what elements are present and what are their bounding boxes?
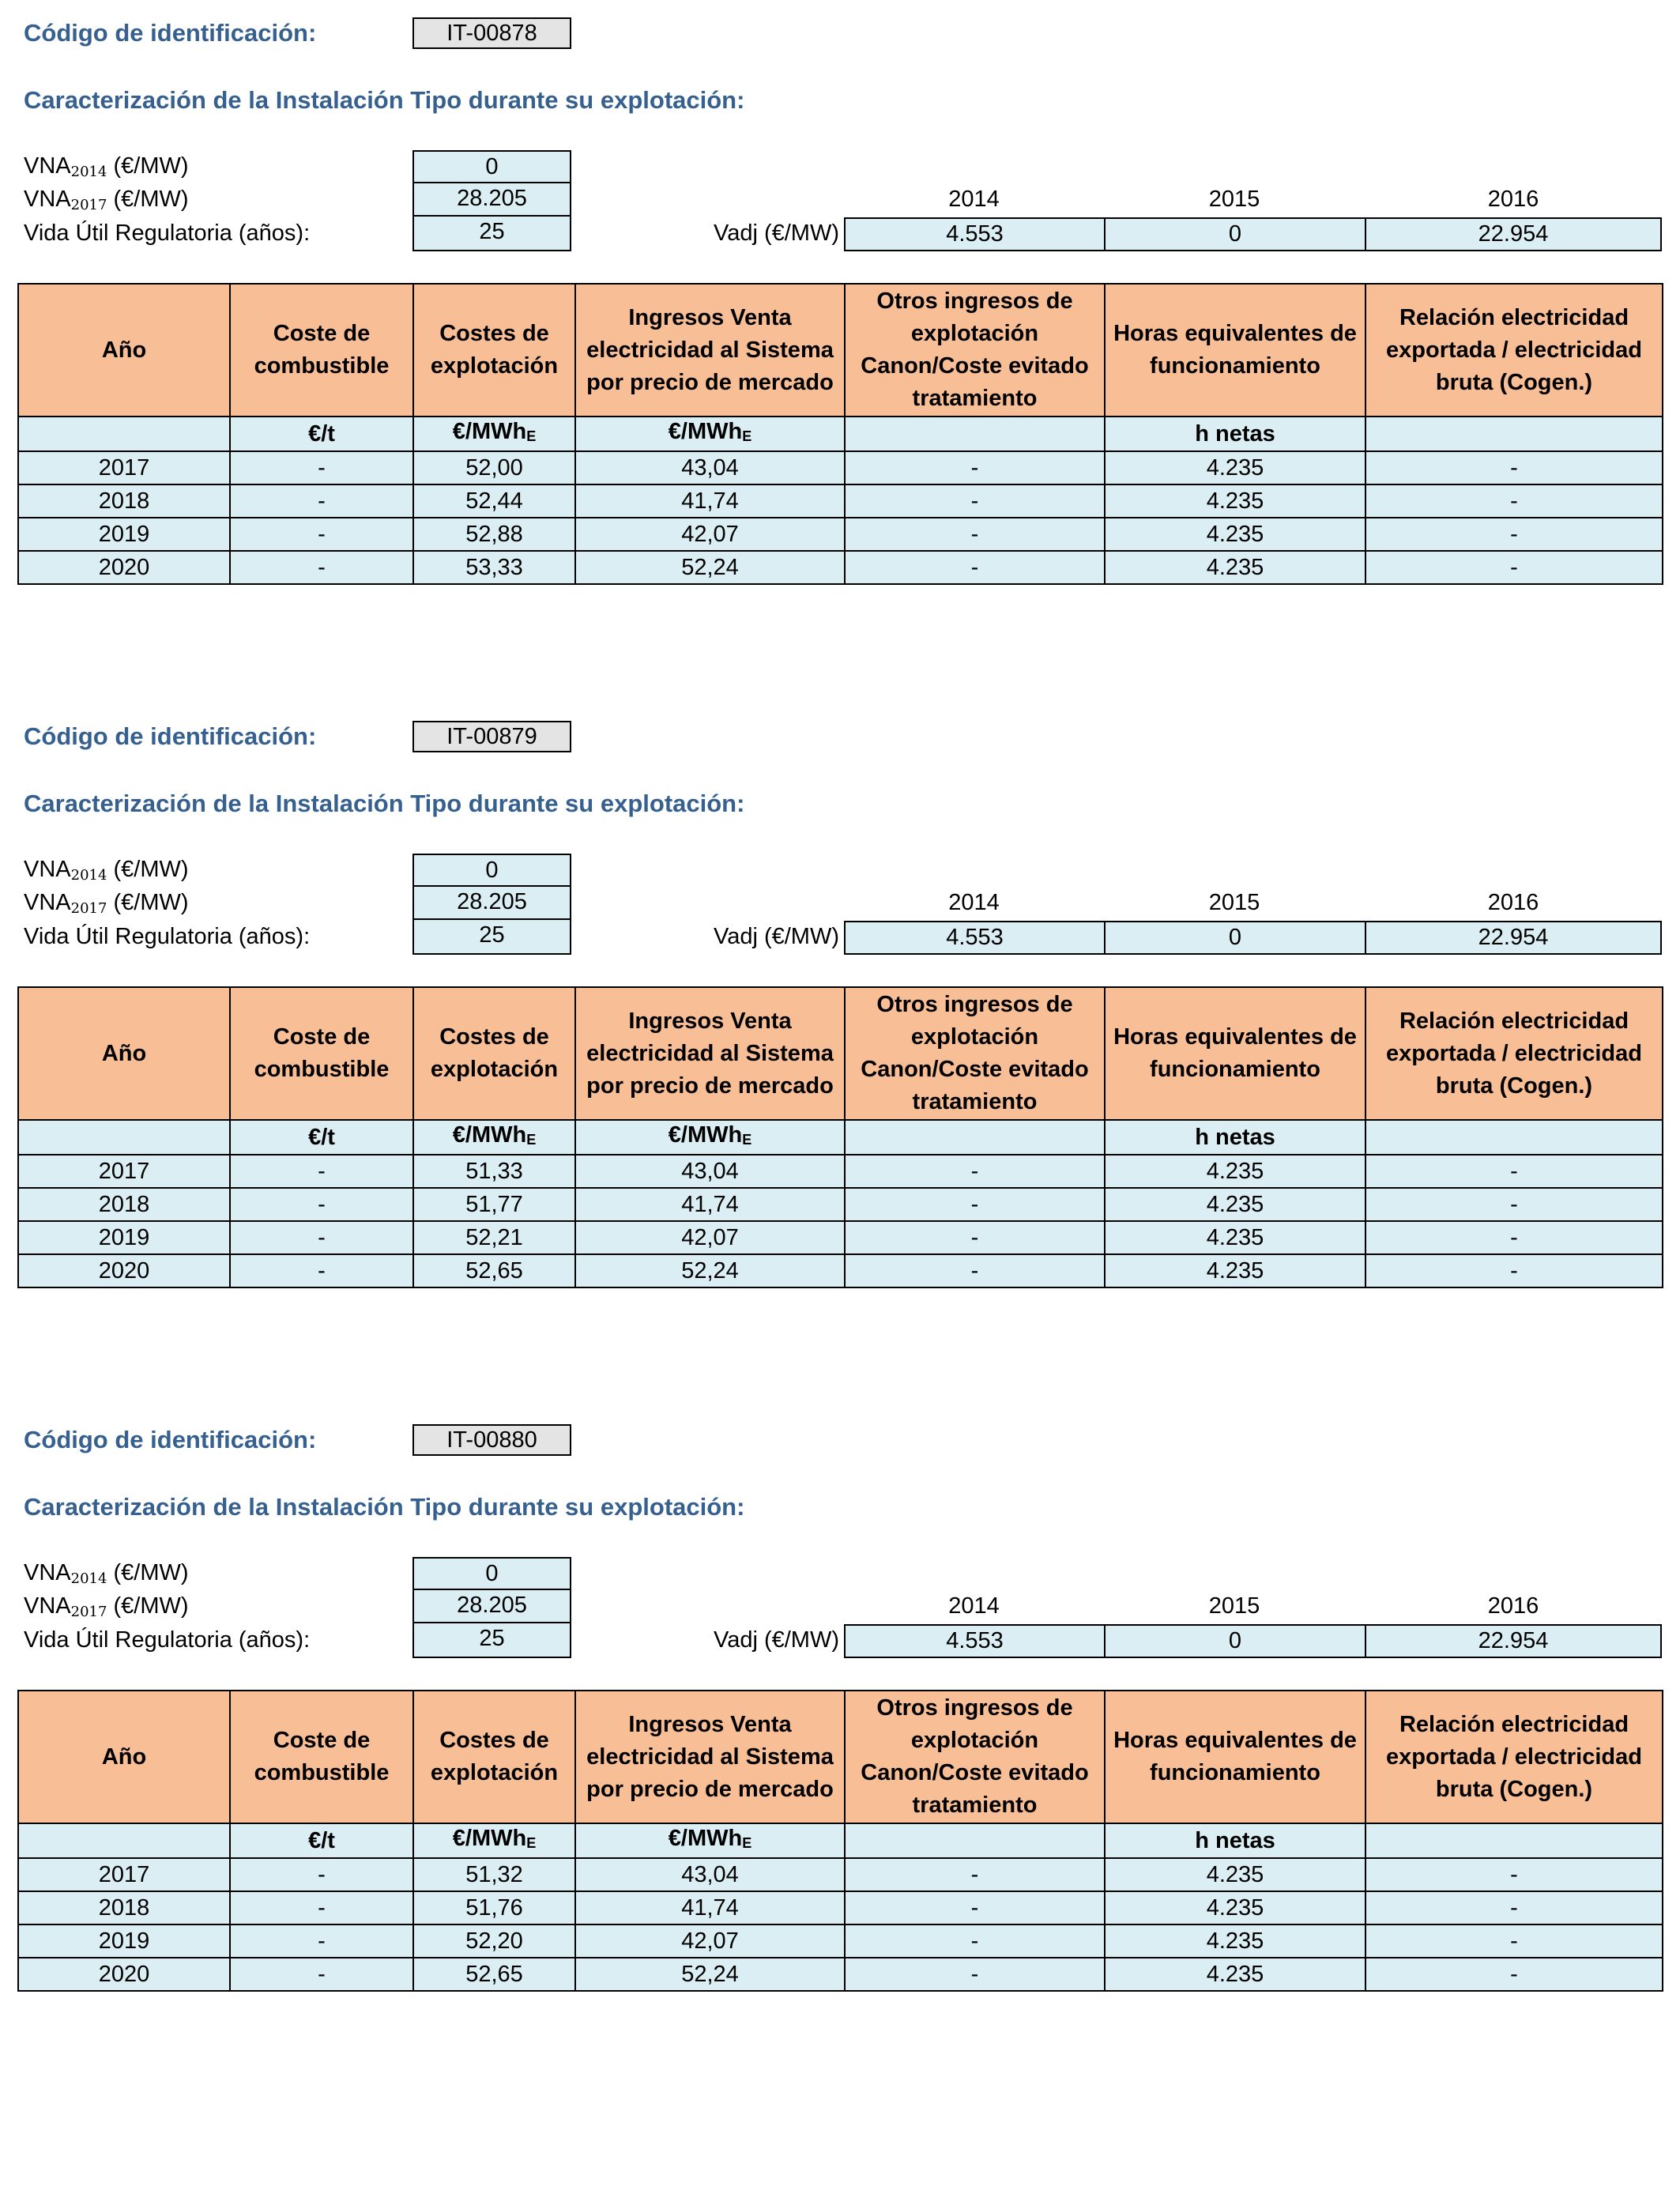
table-cell: 4.235	[1105, 1891, 1365, 1924]
unit-cell	[1365, 1120, 1663, 1155]
data-table	[17, 1690, 1663, 1992]
year-2016-label: 2016	[1487, 1593, 1539, 1619]
header-fuel-cost: Coste de combustible	[230, 987, 413, 1120]
code-value: IT-00879	[412, 721, 571, 752]
table-cell: -	[845, 551, 1105, 584]
year-2014-label: 2014	[948, 1593, 1000, 1619]
unit-fuel-cost: €/t	[230, 417, 413, 451]
header-row	[18, 987, 1663, 1120]
table-cell: -	[845, 1958, 1105, 1991]
code-value: IT-00880	[412, 1424, 571, 1456]
header-fuel-cost: Coste de combustible	[230, 1691, 413, 1823]
vna2014-label: $VNA_{2014}$ (€/MW)	[24, 153, 189, 180]
table-cell: 51,76	[413, 1891, 575, 1924]
table-cell: 2018	[18, 1891, 230, 1924]
header-year: Año	[18, 987, 230, 1120]
table-cell: -	[230, 451, 413, 484]
table-cell: 2020	[18, 1254, 230, 1287]
table-cell: 52,24	[575, 551, 845, 584]
vadj-2014-value: 4.553	[846, 1626, 1106, 1657]
table-cell: 2019	[18, 1924, 230, 1958]
table-cell: -	[845, 1891, 1105, 1924]
table-cell: 41,74	[575, 1891, 845, 1924]
unit-operating-costs: €/MWh$_E$	[413, 1120, 575, 1155]
table-cell: -	[1365, 1958, 1663, 1991]
table-cell: 2019	[18, 518, 230, 551]
unit-market-sales-income: €/MWh$_E$	[575, 1823, 845, 1858]
header-equivalent-hours: Horas equivalentes de funcionamiento	[1105, 987, 1365, 1120]
table-cell: -	[845, 1858, 1105, 1891]
table-cell: -	[230, 1188, 413, 1221]
vna2014-value: 0	[412, 1557, 571, 1590]
table-cell: 52,21	[413, 1221, 575, 1254]
table-cell: -	[1365, 451, 1663, 484]
vadj-2016-value: 22.954	[1478, 1628, 1549, 1653]
vida-util-value: 25	[412, 1623, 571, 1658]
table-cell: -	[1365, 1858, 1663, 1891]
table-cell: 4.235	[1105, 1155, 1365, 1188]
unit-operating-costs: €/MWh$_E$	[413, 417, 575, 451]
table-cell: -	[845, 1155, 1105, 1188]
table-cell: -	[845, 484, 1105, 518]
table-cell: -	[230, 1858, 413, 1891]
unit-cell	[845, 417, 1105, 451]
vna2017-label: $VNA_{2017}$ (€/MW)	[24, 1593, 189, 1620]
table-cell: -	[1365, 1221, 1663, 1254]
table-cell: 2017	[18, 1155, 230, 1188]
vna2014-label: $VNA_{2014}$ (€/MW)	[24, 1560, 189, 1587]
vna2017-value: 28.205	[412, 183, 571, 217]
table-cell: 42,07	[575, 1221, 845, 1254]
table-cell: 51,33	[413, 1155, 575, 1188]
table-cell: 4.235	[1105, 1188, 1365, 1221]
table-cell: -	[230, 1924, 413, 1958]
year-2016-label: 2016	[1487, 187, 1539, 212]
installation-block	[0, 0, 1680, 703]
unit-cell	[1365, 1823, 1663, 1858]
table-cell: 4.235	[1105, 451, 1365, 484]
vida-util-label: Vida Útil Regulatoria (años):	[24, 221, 311, 246]
table-cell: 52,00	[413, 451, 575, 484]
table-cell: -	[1365, 484, 1663, 518]
table-cell: 4.235	[1105, 1221, 1365, 1254]
table-cell: 43,04	[575, 1155, 845, 1188]
vna2017-label: $VNA_{2017}$ (€/MW)	[24, 187, 189, 213]
table-cell: 43,04	[575, 1858, 845, 1891]
header-operating-costs: Costes de explotación	[413, 987, 575, 1120]
table-cell: -	[845, 1254, 1105, 1287]
vadj-label: Vadj (€/MW)	[714, 1627, 839, 1653]
unit-fuel-cost: €/t	[230, 1823, 413, 1858]
vida-util-value: 25	[412, 920, 571, 955]
unit-cell	[1365, 417, 1663, 451]
table-cell: 41,74	[575, 484, 845, 518]
table-cell: -	[230, 1891, 413, 1924]
vna2017-value: 28.205	[412, 887, 571, 920]
vadj-2015-value: 0	[1106, 219, 1366, 250]
unit-cell	[845, 1120, 1105, 1155]
table-cell: -	[1365, 1924, 1663, 1958]
installation-block	[0, 1407, 1680, 2110]
vadj-values	[844, 217, 1662, 251]
vida-util-label: Vida Útil Regulatoria (años):	[24, 924, 311, 949]
header-other-income: Otros ingresos de explotación Canon/Coste evitado tratamiento	[845, 1691, 1105, 1823]
table-cell: 4.235	[1105, 1858, 1365, 1891]
header-market-sales-income: Ingresos Venta electricidad al Sistema por precio de mercado	[575, 1691, 845, 1823]
table-cell: 2018	[18, 1188, 230, 1221]
table-cell: 4.235	[1105, 518, 1365, 551]
table-cell: 2017	[18, 451, 230, 484]
header-equivalent-hours: Horas equivalentes de funcionamiento	[1105, 1691, 1365, 1823]
table-cell: -	[1365, 518, 1663, 551]
table-cell: -	[1365, 1254, 1663, 1287]
table-cell: 52,44	[413, 484, 575, 518]
unit-fuel-cost: €/t	[230, 1120, 413, 1155]
unit-equivalent-hours: h netas	[1105, 1823, 1365, 1858]
unit-operating-costs: €/MWh$_E$	[413, 1823, 575, 1858]
table-cell: 52,88	[413, 518, 575, 551]
table-cell: 4.235	[1105, 1924, 1365, 1958]
table-cell: -	[1365, 551, 1663, 584]
year-2015-label: 2015	[1208, 187, 1260, 212]
table-cell: 4.235	[1105, 551, 1365, 584]
table-cell: 4.235	[1105, 1254, 1365, 1287]
table-cell: 2020	[18, 1958, 230, 1991]
table-row	[18, 1155, 1663, 1188]
vna2014-value: 0	[412, 150, 571, 183]
units-row	[18, 1823, 1663, 1858]
table-cell: 43,04	[575, 451, 845, 484]
unit-market-sales-income: €/MWh$_E$	[575, 417, 845, 451]
header-other-income: Otros ingresos de explotación Canon/Coste evitado tratamiento	[845, 987, 1105, 1120]
header-operating-costs: Costes de explotación	[413, 1691, 575, 1823]
table-row	[18, 1958, 1663, 1991]
table-cell: 52,65	[413, 1958, 575, 1991]
table-cell: 42,07	[575, 518, 845, 551]
table-cell: 4.235	[1105, 1958, 1365, 1991]
unit-cell	[845, 1823, 1105, 1858]
vida-util-label: Vida Útil Regulatoria (años):	[24, 1627, 311, 1653]
table-cell: 52,24	[575, 1254, 845, 1287]
table-cell: -	[845, 451, 1105, 484]
table-cell: 4.235	[1105, 484, 1365, 518]
unit-cell	[18, 417, 230, 451]
table-cell: 51,77	[413, 1188, 575, 1221]
table-cell: -	[230, 551, 413, 584]
vadj-2014-value: 4.553	[846, 922, 1106, 953]
header-year: Año	[18, 1691, 230, 1823]
vadj-2016-value: 22.954	[1478, 221, 1549, 247]
table-cell: -	[845, 1924, 1105, 1958]
table-cell: -	[1365, 1155, 1663, 1188]
characterization-heading: Caracterización de la Instalación Tipo durante su explotación:	[24, 86, 745, 114]
table-cell: -	[1365, 1188, 1663, 1221]
data-table	[17, 986, 1663, 1288]
table-cell: -	[845, 518, 1105, 551]
table-row	[18, 451, 1663, 484]
table-row	[18, 1188, 1663, 1221]
year-2014-label: 2014	[948, 187, 1000, 212]
units-row	[18, 1120, 1663, 1155]
year-2015-label: 2015	[1208, 1593, 1260, 1619]
table-cell: -	[230, 1155, 413, 1188]
header-row	[18, 284, 1663, 417]
installation-block	[0, 703, 1680, 1407]
unit-equivalent-hours: h netas	[1105, 1120, 1365, 1155]
unit-cell	[18, 1120, 230, 1155]
table-cell: -	[230, 1958, 413, 1991]
header-market-sales-income: Ingresos Venta electricidad al Sistema por precio de mercado	[575, 284, 845, 417]
code-label: Código de identificación:	[24, 19, 317, 47]
vna2014-value: 0	[412, 854, 571, 887]
code-value: IT-00878	[412, 17, 571, 49]
vadj-label: Vadj (€/MW)	[714, 924, 839, 949]
vadj-values	[844, 1624, 1662, 1658]
header-electricity-ratio: Relación electricidad exportada / electricidad bruta (Cogen.)	[1365, 1691, 1663, 1823]
vadj-2014-value: 4.553	[846, 219, 1106, 250]
year-2015-label: 2015	[1208, 890, 1260, 915]
header-row	[18, 1691, 1663, 1823]
table-cell: -	[230, 1254, 413, 1287]
table-row	[18, 1924, 1663, 1958]
table-cell: 2019	[18, 1221, 230, 1254]
header-electricity-ratio: Relación electricidad exportada / electricidad bruta (Cogen.)	[1365, 987, 1663, 1120]
table-cell: -	[845, 1188, 1105, 1221]
table-row	[18, 518, 1663, 551]
year-2016-label: 2016	[1487, 890, 1539, 915]
table-row	[18, 1891, 1663, 1924]
vna2017-value: 28.205	[412, 1590, 571, 1623]
table-row	[18, 1221, 1663, 1254]
table-row	[18, 551, 1663, 584]
vida-util-value: 25	[412, 217, 571, 251]
table-row	[18, 1858, 1663, 1891]
table-cell: 53,33	[413, 551, 575, 584]
header-electricity-ratio: Relación electricidad exportada / electricidad bruta (Cogen.)	[1365, 284, 1663, 417]
data-table	[17, 283, 1663, 585]
vna2014-label: $VNA_{2014}$ (€/MW)	[24, 857, 189, 884]
table-cell: 41,74	[575, 1188, 845, 1221]
year-2014-label: 2014	[948, 890, 1000, 915]
header-fuel-cost: Coste de combustible	[230, 284, 413, 417]
table-cell: -	[845, 1221, 1105, 1254]
table-cell: 51,32	[413, 1858, 575, 1891]
vadj-label: Vadj (€/MW)	[714, 221, 839, 246]
vadj-2015-value: 0	[1106, 1626, 1366, 1657]
unit-market-sales-income: €/MWh$_E$	[575, 1120, 845, 1155]
header-market-sales-income: Ingresos Venta electricidad al Sistema por precio de mercado	[575, 987, 845, 1120]
vadj-values	[844, 921, 1662, 955]
table-row	[18, 1254, 1663, 1287]
header-other-income: Otros ingresos de explotación Canon/Coste evitado tratamiento	[845, 284, 1105, 417]
table-cell: 52,20	[413, 1924, 575, 1958]
header-operating-costs: Costes de explotación	[413, 284, 575, 417]
table-row	[18, 484, 1663, 518]
table-cell: -	[230, 1221, 413, 1254]
characterization-heading: Caracterización de la Instalación Tipo durante su explotación:	[24, 790, 745, 817]
vadj-2016-value: 22.954	[1478, 925, 1549, 950]
table-cell: 52,24	[575, 1958, 845, 1991]
table-cell: 52,65	[413, 1254, 575, 1287]
code-label: Código de identificación:	[24, 722, 317, 750]
table-cell: 2017	[18, 1858, 230, 1891]
unit-cell	[18, 1823, 230, 1858]
header-year: Año	[18, 284, 230, 417]
code-label: Código de identificación:	[24, 1426, 317, 1453]
table-cell: 2020	[18, 551, 230, 584]
unit-equivalent-hours: h netas	[1105, 417, 1365, 451]
table-cell: -	[230, 484, 413, 518]
table-cell: 2018	[18, 484, 230, 518]
units-row	[18, 417, 1663, 451]
vadj-2015-value: 0	[1106, 922, 1366, 953]
vna2017-label: $VNA_{2017}$ (€/MW)	[24, 890, 189, 917]
table-cell: -	[230, 518, 413, 551]
table-cell: -	[1365, 1891, 1663, 1924]
table-cell: 42,07	[575, 1924, 845, 1958]
header-equivalent-hours: Horas equivalentes de funcionamiento	[1105, 284, 1365, 417]
characterization-heading: Caracterización de la Instalación Tipo durante su explotación:	[24, 1493, 745, 1521]
